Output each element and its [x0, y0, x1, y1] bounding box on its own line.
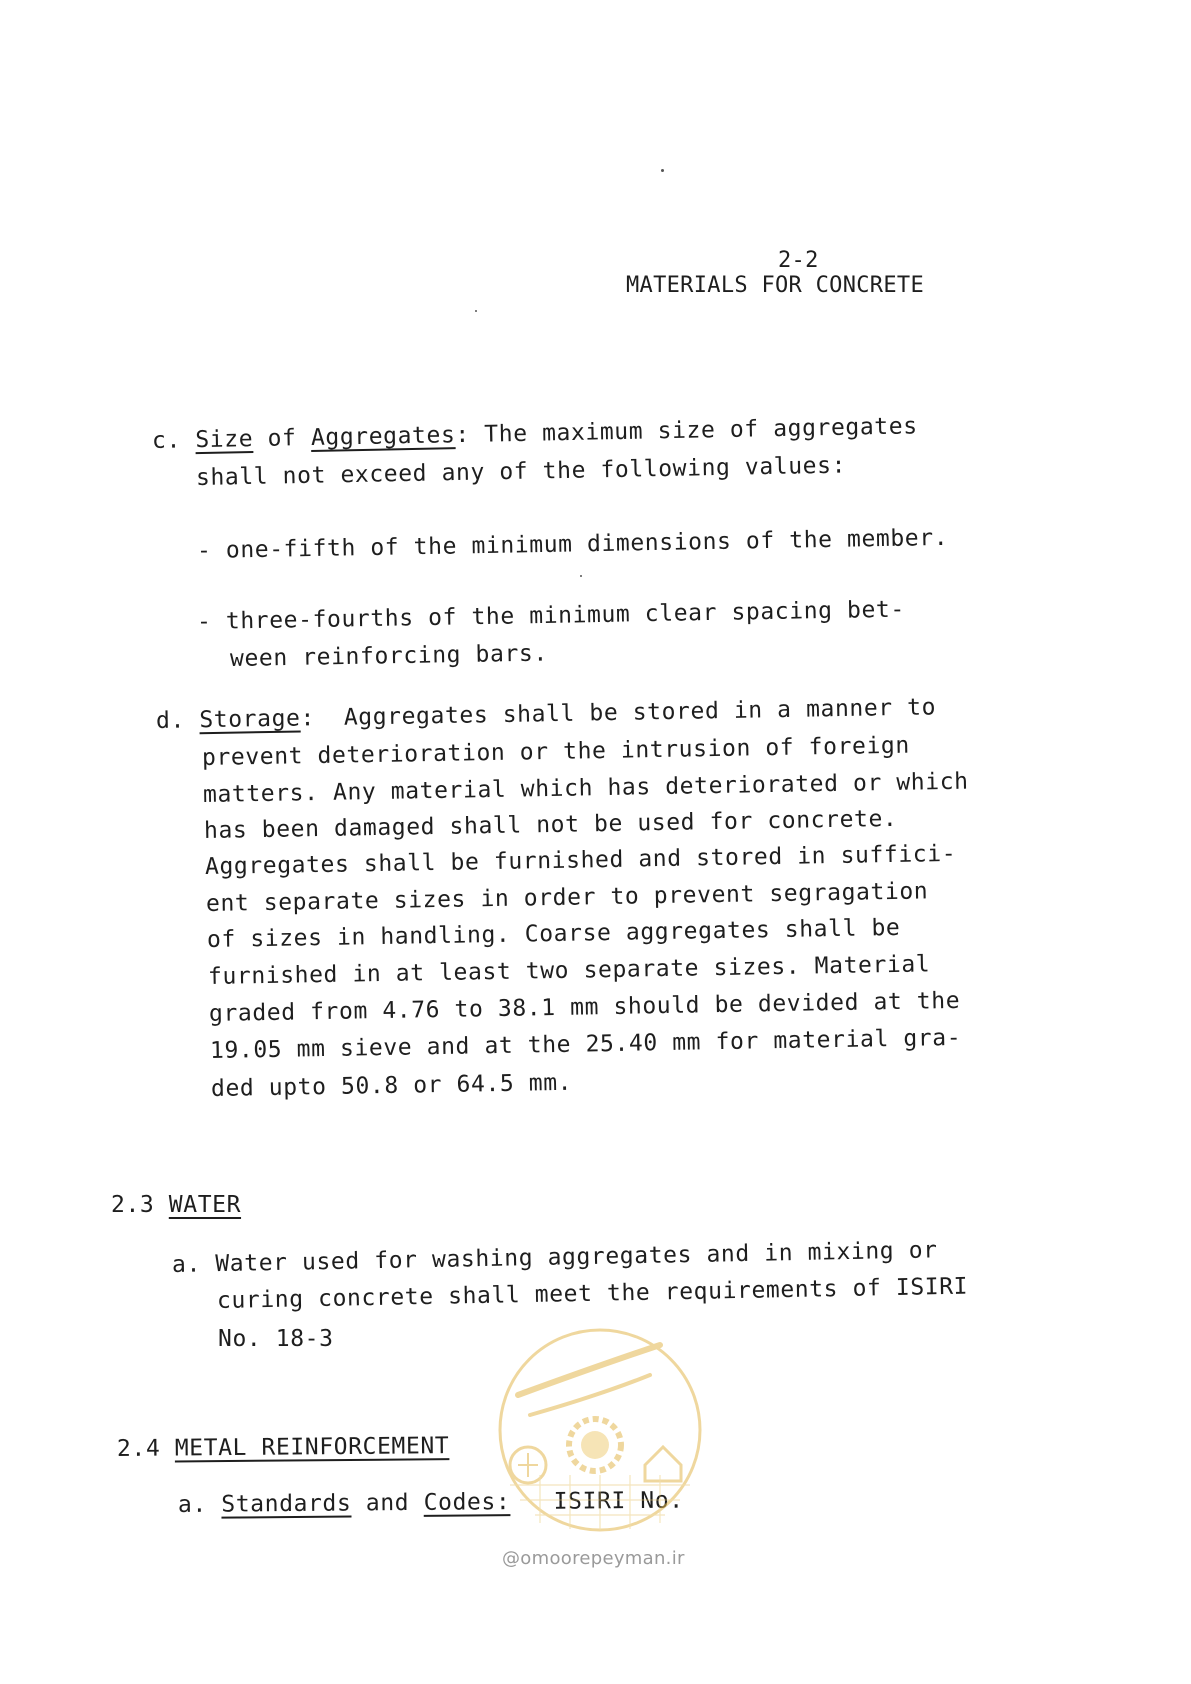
section-heading: METAL REINFORCEMENT — [174, 1433, 450, 1462]
section-c-label-aggregates: Aggregates — [310, 422, 456, 451]
section-2-3-line: No. 18-3 — [218, 1326, 334, 1352]
section-c-colon: : — [455, 421, 471, 449]
watermark-emblem-icon — [490, 1325, 710, 1535]
section-d-line: prevent deterioration or the intrusion of foreign — [201, 732, 911, 771]
item-marker: a. — [171, 1251, 202, 1278]
section-d-text: Aggregates shall be stored in a manner to — [343, 694, 937, 731]
scan-speck — [580, 575, 582, 577]
section-d-line: furnished in at least two separate sizes. Material — [207, 951, 931, 990]
section-d-colon: : — [300, 705, 316, 732]
page-number: 2-2 — [778, 248, 819, 273]
section-c-label-size: Size — [195, 426, 254, 454]
label-standards: Standards — [221, 1490, 352, 1518]
section-c-label-of: of — [267, 425, 297, 452]
dash-marker: - — [196, 608, 212, 635]
bullet-1 — [197, 525, 949, 564]
watermark-logo — [490, 1325, 710, 1535]
section-2-4-heading — [117, 1433, 450, 1462]
section-number: 2.4 — [116, 1435, 161, 1462]
scan-speck — [475, 310, 477, 312]
section-d-line: ded upto 50.8 or 64.5 mm. — [210, 1069, 573, 1102]
standards-value: ISIRI No. — [553, 1487, 684, 1515]
section-2-3-line1 — [172, 1237, 938, 1278]
section-d-line: of sizes in handling. Coarse aggregates shall be — [206, 914, 901, 953]
item-marker: a. — [177, 1491, 208, 1518]
label-and: and — [365, 1489, 410, 1517]
section-d-label-storage: Storage — [199, 705, 301, 734]
scan-speck — [661, 169, 664, 172]
section-c-marker: c. — [151, 427, 182, 454]
page-title: MATERIALS FOR CONCRETE — [626, 273, 924, 298]
dash-marker: - — [196, 537, 212, 564]
section-c-text: The maximum size of aggregates — [484, 413, 918, 448]
section-c-line2: shall not exceed any of the following values: — [195, 452, 847, 491]
bullet-2 — [197, 597, 905, 635]
section-d-line1 — [156, 694, 937, 734]
section-d-marker: d. — [155, 707, 186, 734]
section-d-line: Aggregates shall be furnished and stored in suffici- — [204, 840, 957, 880]
section-c-line1 — [152, 413, 918, 454]
section-d-line: 19.05 mm sieve and at the 25.40 mm for material gra- — [209, 1024, 962, 1064]
section-2-3-line: curing concrete shall meet the requirements of ISIRI — [216, 1273, 969, 1314]
section-d-line: has been damaged shall not be used for concrete. — [203, 805, 898, 844]
label-colon: : — [495, 1489, 511, 1516]
section-number: 2.3 — [111, 1192, 155, 1218]
section-2-3-heading — [111, 1192, 241, 1218]
item-text: Water used for washing aggregates and in mixing or — [215, 1237, 938, 1278]
section-d-line: ent separate sizes in order to prevent segragation — [205, 878, 929, 917]
section-d-line: graded from 4.76 to 38.1 mm should be devided at the — [208, 987, 961, 1027]
section-d-line: matters. Any material which has deteriorated or which — [202, 768, 969, 808]
bullet-2-text: three-fourths of the minimum clear spacing bet- — [225, 596, 906, 635]
bullet-1-text: one-fifth of the minimum dimensions of the member. — [225, 524, 949, 564]
watermark-url: @omoorepeyman.ir — [502, 1548, 685, 1569]
section-heading: WATER — [168, 1192, 242, 1218]
bullet-2-line2: ween reinforcing bars. — [229, 640, 549, 672]
label-codes: Codes — [423, 1489, 496, 1516]
